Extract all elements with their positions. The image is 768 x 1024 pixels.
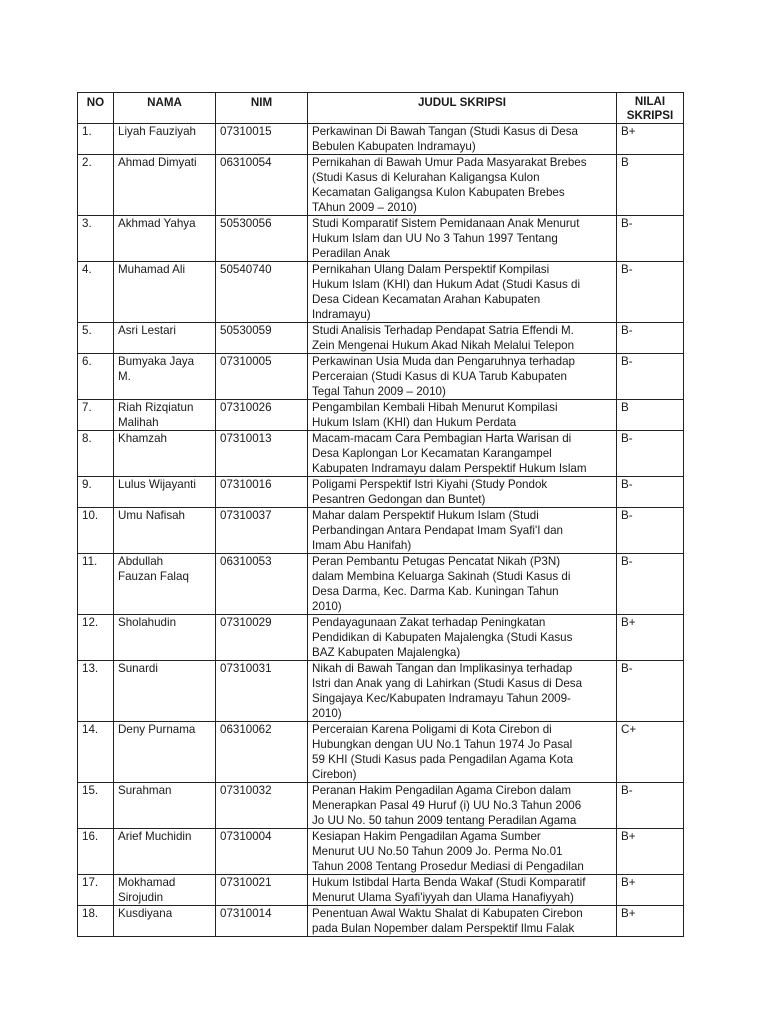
table-row [78,262,684,323]
student-nim: 06310054 [216,155,308,216]
student-name: Deny Purnama [114,722,216,783]
row-number: 8. [78,431,114,477]
thesis-title: Pendayagunaan Zakat terhadap Peningkatan Pendidikan di Kabupaten Majalengka (Studi Kasus BAZ Kabupaten Majalengka) [308,615,617,661]
thesis-grade: B+ [617,906,684,937]
thesis-title: Poligami Perspektif Istri Kiyahi (Study Pondok Pesantren Gedongan dan Buntet) [308,477,617,508]
header-nama: NAMA [114,93,216,124]
row-number: 17. [78,875,114,906]
table-row [78,400,684,431]
table-row [78,508,684,554]
table-header-row [78,93,684,124]
thesis-title: Pengambilan Kembali Hibah Menurut Kompilasi Hukum Islam (KHI) dan Hukum Perdata [308,400,617,431]
thesis-title: Studi Analisis Terhadap Pendapat Satria Effendi M. Zein Mengenai Hukum Akad Nikah Melalui Telepon [308,323,617,354]
thesis-title: Hukum Istibdal Harta Benda Wakaf (Studi Komparatif Menurut Ulama Syafi'iyyah dan Ulama Hanafiyyah) [308,875,617,906]
student-nim: 07310004 [216,829,308,875]
thesis-title: Nikah di Bawah Tangan dan Implikasinya terhadap Istri dan Anak yang di Lahirkan (Studi Kasus di Desa Singajaya Kec/Kabupaten Indramayu Tahun 2009- 2010) [308,661,617,722]
student-name: Abdullah Fauzan Falaq [114,554,216,615]
table-row [78,323,684,354]
thesis-title: Mahar dalam Perspektif Hukum Islam (Studi Perbandingan Antara Pendapat Imam Syafi'I dan Imam Abu Hanifah) [308,508,617,554]
student-nim: 50540740 [216,262,308,323]
row-number: 1. [78,124,114,155]
student-nim: 50530059 [216,323,308,354]
thesis-title: Studi Komparatif Sistem Pemidanaan Anak Menurut Hukum Islam dan UU No 3 Tahun 1997 Tentang Peradilan Anak [308,216,617,262]
table-row [78,829,684,875]
table-row [78,722,684,783]
student-nim: 07310015 [216,124,308,155]
thesis-grade: B- [617,783,684,829]
thesis-grade: B+ [617,615,684,661]
thesis-title: Penentuan Awal Waktu Shalat di Kabupaten Cirebon pada Bulan Nopember dalam Perspektif Ilmu Falak [308,906,617,937]
thesis-title: Perkawinan Usia Muda dan Pengaruhnya terhadap Perceraian (Studi Kasus di KUA Tarub Kabupaten Tegal Tahun 2009 – 2010) [308,354,617,400]
student-nim: 07310014 [216,906,308,937]
student-name: Ahmad Dimyati [114,155,216,216]
row-number: 11. [78,554,114,615]
student-name: Sunardi [114,661,216,722]
row-number: 16. [78,829,114,875]
student-name: Khamzah [114,431,216,477]
thesis-grade: B- [617,354,684,400]
thesis-grade: B- [617,262,684,323]
thesis-title: Peranan Hakim Pengadilan Agama Cirebon dalam Menerapkan Pasal 49 Huruf (i) UU No.3 Tahun 2006 Jo UU No. 50 tahun 2009 tentang Peradilan Agama [308,783,617,829]
student-nim: 07310031 [216,661,308,722]
student-name: Surahman [114,783,216,829]
student-name: Liyah Fauziyah [114,124,216,155]
table-row [78,906,684,937]
thesis-grade: B- [617,477,684,508]
student-name: Mokhamad Sirojudin [114,875,216,906]
row-number: 12. [78,615,114,661]
table-row [78,661,684,722]
student-name: Umu Nafisah [114,508,216,554]
header-nilai-skripsi: NILAI SKRIPSI [617,93,684,124]
thesis-title: Pernikahan di Bawah Umur Pada Masyarakat Brebes (Studi Kasus di Kelurahan Kaligangsa Kulon Kecamatan Galigangsa Kulon Kabupaten Brebes TAhun 2009 – 2010) [308,155,617,216]
student-name: Muhamad Ali [114,262,216,323]
thesis-grade: B- [617,554,684,615]
student-nim: 50530056 [216,216,308,262]
table-row [78,155,684,216]
thesis-grade: B [617,155,684,216]
table-body [78,124,684,937]
thesis-title: Peran Pembantu Petugas Pencatat Nikah (P3N) dalam Membina Keluarga Sakinah (Studi Kasus di Desa Darma, Kec. Darma Kab. Kuningan Tahun 2010) [308,554,617,615]
row-number: 2. [78,155,114,216]
student-name: Kusdiyana [114,906,216,937]
student-name: Akhmad Yahya [114,216,216,262]
student-nim: 07310021 [216,875,308,906]
student-nim: 07310005 [216,354,308,400]
row-number: 3. [78,216,114,262]
table-row [78,124,684,155]
student-nim: 07310026 [216,400,308,431]
row-number: 9. [78,477,114,508]
thesis-grade: B+ [617,829,684,875]
thesis-title: Pernikahan Ulang Dalam Perspektif Kompilasi Hukum Islam (KHI) dan Hukum Adat (Studi Kasus di Desa Cidean Kecamatan Arahan Kabupaten Indramayu) [308,262,617,323]
row-number: 7. [78,400,114,431]
thesis-grade: B- [617,508,684,554]
table-row [78,615,684,661]
student-name: Sholahudin [114,615,216,661]
thesis-grade: B+ [617,124,684,155]
thesis-grade: B- [617,661,684,722]
student-nim: 07310016 [216,477,308,508]
student-nim: 07310037 [216,508,308,554]
row-number: 13. [78,661,114,722]
thesis-table [77,92,684,937]
student-name: Riah Rizqiatun Malihah [114,400,216,431]
student-nim: 07310029 [216,615,308,661]
thesis-title: Kesiapan Hakim Pengadilan Agama Sumber Menurut UU No.50 Tahun 2009 Jo. Perma No.01 Tahun 2008 Tentang Prosedur Mediasi di Pengadilan [308,829,617,875]
thesis-grade: C+ [617,722,684,783]
thesis-grade: B- [617,216,684,262]
table-row [78,875,684,906]
student-name: Arief Muchidin [114,829,216,875]
table-row [78,477,684,508]
student-name: Asri Lestari [114,323,216,354]
header-judul-skripsi: JUDUL SKRIPSI [308,93,617,124]
row-number: 10. [78,508,114,554]
row-number: 14. [78,722,114,783]
student-nim: 06310062 [216,722,308,783]
row-number: 4. [78,262,114,323]
student-name: Bumyaka Jaya M. [114,354,216,400]
table-row [78,783,684,829]
table-row [78,216,684,262]
thesis-title: Perkawinan Di Bawah Tangan (Studi Kasus di Desa Bebulen Kabupaten Indramayu) [308,124,617,155]
thesis-grade: B+ [617,875,684,906]
thesis-grade: B- [617,323,684,354]
thesis-title: Macam-macam Cara Pembagian Harta Warisan di Desa Kaplongan Lor Kecamatan Karangampel Kabupaten Indramayu dalam Perspektif Hukum Islam [308,431,617,477]
table-row [78,431,684,477]
table-row [78,554,684,615]
thesis-grade: B [617,400,684,431]
row-number: 6. [78,354,114,400]
thesis-grade: B- [617,431,684,477]
thesis-title: Perceraian Karena Poligami di Kota Cirebon di Hubungkan dengan UU No.1 Tahun 1974 Jo Pasal 59 KHI (Studi Kasus pada Pengadilan Agama Kota Cirebon) [308,722,617,783]
row-number: 15. [78,783,114,829]
header-no: NO [78,93,114,124]
header-nim: NIM [216,93,308,124]
student-nim: 07310032 [216,783,308,829]
student-nim: 06310053 [216,554,308,615]
student-nim: 07310013 [216,431,308,477]
table-row [78,354,684,400]
row-number: 5. [78,323,114,354]
student-name: Lulus Wijayanti [114,477,216,508]
row-number: 18. [78,906,114,937]
